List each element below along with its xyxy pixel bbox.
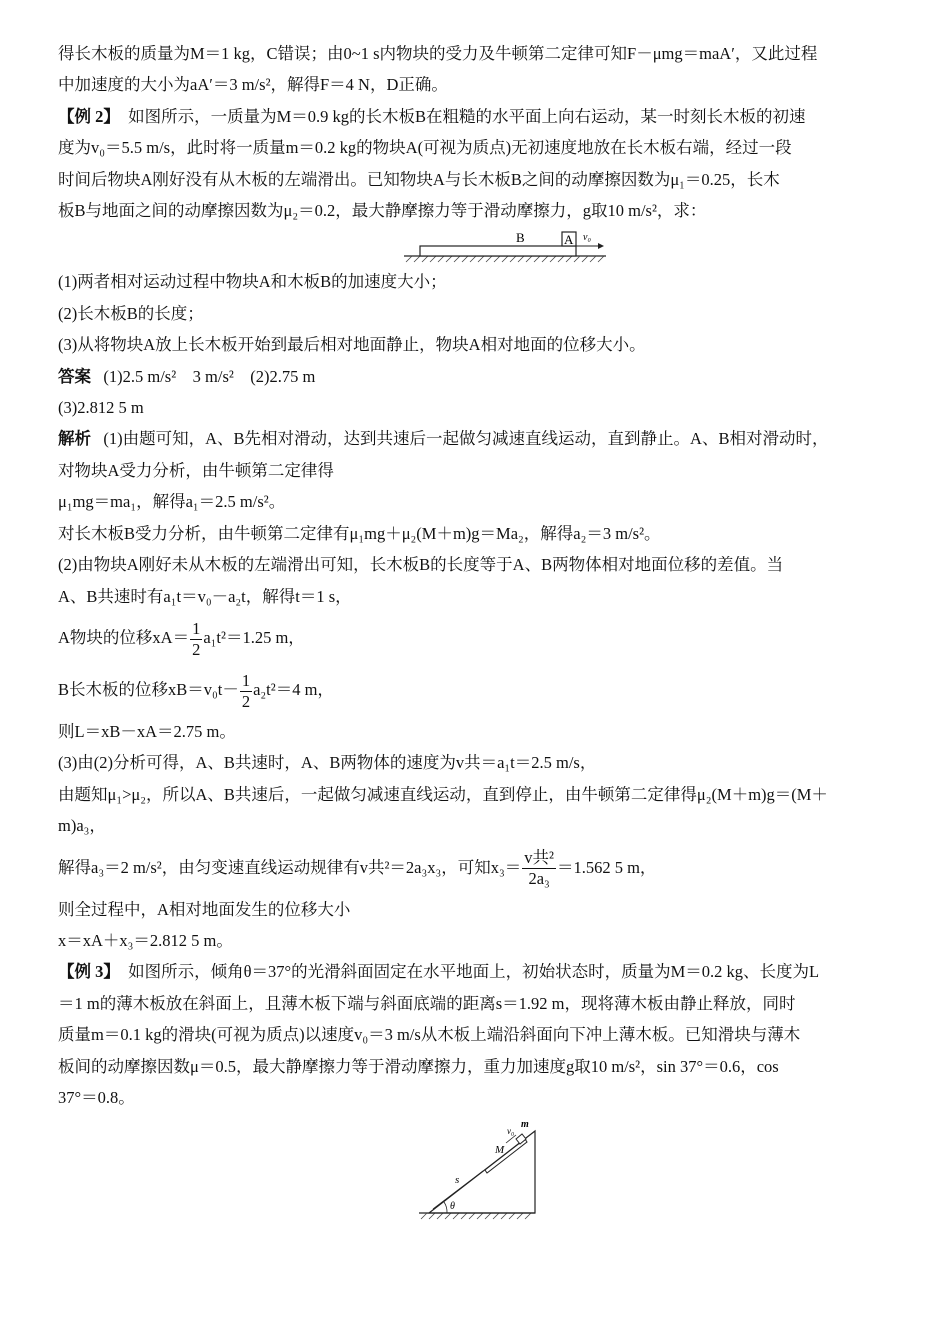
example-3-line bbox=[58, 956, 898, 987]
answer-line bbox=[58, 361, 898, 392]
example-2-text: 如图所示，一质量为M＝0.9 kg的长木板B在粗糙的水平面上向右运动，某一时刻长木板的初速 bbox=[128, 106, 806, 126]
block-label: A bbox=[564, 232, 574, 248]
solution-x3-line: 解得a₃＝2 m/s²，由匀变速直线运动规律有v共²＝2a₃x₃，可知x₃＝ $\frac{\text{v共²}}{\text{2a₃}}$ ＝1.562 5 m， bbox=[58, 848, 657, 889]
solution-line: (2)由物块A刚好未从木板的左端滑出可知，长木板B的长度等于A、B两物体相对地面位移的差值。当 bbox=[58, 555, 784, 575]
text-line: 中加速度的大小为aA′＝3 m/s²，解得F＝4 N，D正确。 bbox=[58, 75, 448, 95]
fraction-x3: $\frac{\text{v共²}}{\text{2a₃}}$ bbox=[524, 848, 554, 889]
solution-line: 对物块A受力分析，由牛顿第二定律得 bbox=[58, 460, 334, 480]
example-2-label: 【例 2】 bbox=[58, 106, 120, 126]
s-label: s bbox=[455, 1174, 460, 1187]
question-1: (1)两者相对运动过程中物块A和木板B的加速度大小； bbox=[58, 272, 447, 292]
answer-label: 答案 bbox=[58, 366, 91, 386]
solution-xa-line: A物块的位移xA＝ $\frac{1}{2}$ a₁t²＝1.25 m， bbox=[58, 618, 305, 659]
text-line: 时间后物块A刚好没有从木板的左端滑出。已知物块A与长木板B之间的动摩擦因数为μ₁＝0.25，长木 bbox=[58, 169, 780, 189]
velocity-label: v₀ bbox=[583, 232, 591, 244]
example-3-text: 如图所示，倾角θ＝37°的光滑斜面固定在水平地面上，初始状态时，质量为M＝0.2 kg、长度为L bbox=[128, 962, 820, 982]
board-block-diagram bbox=[398, 226, 618, 264]
thin-board bbox=[485, 1139, 527, 1173]
answer-line-2: (3)2.812 5 m bbox=[58, 398, 144, 418]
incline-figure bbox=[58, 1113, 898, 1231]
v0-arrow bbox=[506, 1135, 516, 1143]
solution-line: A、B共速时有a₁t＝v₀－a₂t，解得t＝1 s， bbox=[58, 586, 352, 606]
solution-line: 对长木板B受力分析，由牛顿第二定律有μ₁mg＋μ₂(M＋m)g＝Ma₂，解得a₂＝3 m/s²。 bbox=[58, 523, 661, 543]
question-3: (3)从将物块A放上长木板开始到最后相对地面静止，物块A相对地面的位移大小。 bbox=[58, 335, 646, 355]
incline-diagram bbox=[413, 1117, 563, 1227]
example-3-label: 【例 3】 bbox=[58, 962, 120, 982]
solution-line: (3)由(2)分析可得，A、B共速时，A、B两物体的速度为v共＝a₁t＝2.5 m/s， bbox=[58, 753, 597, 773]
board-b bbox=[420, 246, 576, 256]
m-label: m bbox=[521, 1119, 529, 1131]
solution-line: 由题知μ₁>μ₂，所以A、B共速后，一起做匀减速直线运动，直到停止，由牛顿第二定律得μ₂(M＋m)g＝(M＋ bbox=[58, 784, 828, 804]
board-block-figure bbox=[58, 226, 898, 266]
document-page bbox=[58, 38, 898, 1231]
M-label: M bbox=[495, 1144, 505, 1157]
theta-arc bbox=[444, 1202, 447, 1213]
theta-label: θ bbox=[450, 1201, 455, 1213]
fraction-half: $\frac{1}{2}$ bbox=[241, 670, 251, 711]
solution-line: m)a₃， bbox=[58, 816, 106, 836]
solution-label: 解析 bbox=[58, 429, 91, 449]
text-line: 板B与地面之间的动摩擦因数为μ₂＝0.2，最大静摩擦力等于滑动摩擦力，g取10 m/s²，求： bbox=[58, 201, 707, 221]
solution-line: 解析 (1)由题可知，A、B先相对滑动，达到共速后一起做匀减速直线运动，直到静止。A、B相对滑动时， bbox=[58, 429, 829, 449]
solution-line: 则全过程中，A相对地面发生的位移大小 bbox=[58, 899, 351, 919]
text-line: 板间的动摩擦因数μ＝0.5，最大静摩擦力等于滑动摩擦力，重力加速度g取10 m/s²，sin 37°＝0.6，cos bbox=[58, 1056, 779, 1076]
example-2-line bbox=[58, 101, 898, 132]
text-line: 得长木板的质量为M＝1 kg，C错误；由0~1 s内物块的受力及牛顿第二定律可知F－μmg＝maA′，又此过程 bbox=[58, 44, 818, 63]
text-line: 37°＝0.8。 bbox=[58, 1087, 135, 1107]
solution-line: μ₁mg＝ma₁，解得a₁＝2.5 m/s²。 bbox=[58, 492, 286, 512]
solution-line: 则L＝xB－xA＝2.75 m。 bbox=[58, 721, 236, 741]
fraction-half: $\frac{1}{2}$ bbox=[192, 618, 201, 659]
v0-label: v₀ bbox=[507, 1126, 515, 1137]
answer-text: (1)2.5 m/s² 3 m/s² (2)2.75 m bbox=[103, 366, 316, 386]
solution-line: x＝xA＋x₃＝2.812 5 m。 bbox=[58, 930, 233, 950]
question-2: (2)长木板B的长度； bbox=[58, 303, 204, 323]
solution-xb-line: B长木板的位移xB＝v₀t－ $\frac{1}{2}$ a₂t²＝4 m， bbox=[58, 670, 334, 711]
text-line: 度为v₀＝5.5 m/s，此时将一质量m＝0.2 kg的物块A(可视为质点)无初速度地放在长木板右端，经过一段 bbox=[58, 138, 792, 158]
text-line: 质量m＝0.1 kg的滑块(可视为质点)以速度v₀＝3 m/s从木板上端沿斜面向下冲上薄木板。已知滑块与薄木 bbox=[58, 1025, 801, 1045]
board-label: B bbox=[516, 230, 525, 246]
text-line: ＝1 m的薄木板放在斜面上，且薄木板下端与斜面底端的距离s＝1.92 m，现将薄木板由静止释放，同时 bbox=[58, 993, 796, 1013]
